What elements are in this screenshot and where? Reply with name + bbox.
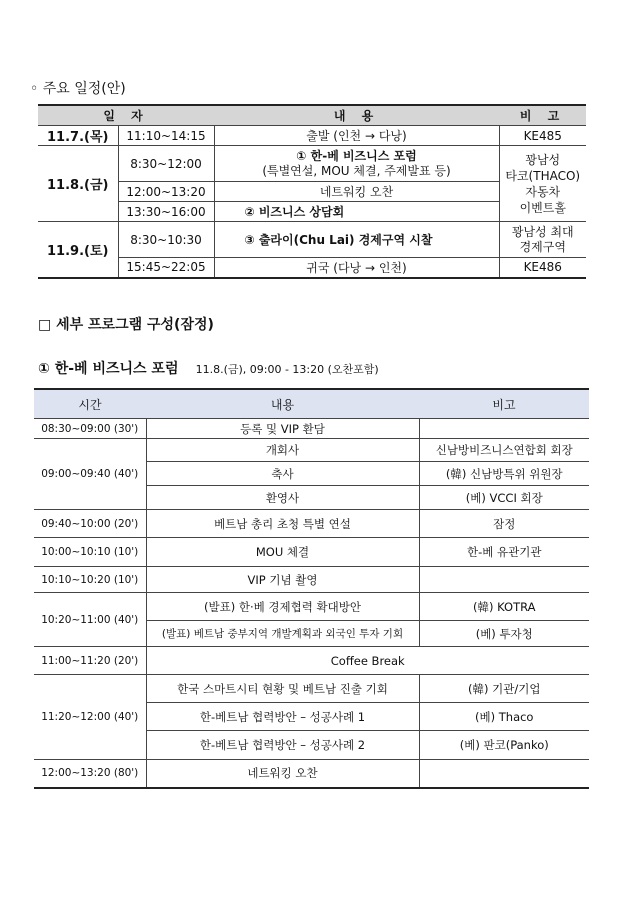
content-cell: ② 비즈니스 상담회 (214, 202, 499, 222)
header-note: 비고 (419, 389, 589, 419)
section-title: 주요 일정(안) (42, 81, 126, 97)
time-cell: 11:00~11:20 (20') (34, 647, 146, 675)
table-row (34, 675, 589, 703)
time-cell: 12:00~13:20 (80') (34, 760, 146, 788)
content-cell: (발표) 한·베 경제협력 확대방안 (146, 593, 419, 621)
schedule-table (38, 104, 586, 279)
table-row (34, 510, 589, 538)
content-cell: 한국 스마트시티 현황 및 베트남 진출 기회 (146, 675, 419, 703)
note-line: 타코(THACO) (505, 168, 581, 183)
content-cell: 네트워킹 오찬 (214, 182, 499, 202)
forum-title: ① 한-베 비즈니스 포럼 (38, 361, 179, 377)
table-row (38, 126, 586, 146)
time-cell: 09:00~09:40 (40') (34, 439, 146, 510)
time-cell: 08:30~09:00 (30') (34, 419, 146, 439)
note-cell: KE485 (499, 126, 586, 146)
table-row (38, 222, 586, 258)
note-cell: (韓) KOTRA (419, 593, 589, 621)
time-cell: 8:30~10:30 (118, 222, 214, 258)
time-cell: 13:30~16:00 (118, 202, 214, 222)
time-cell: 10:00~10:10 (10') (34, 538, 146, 567)
time-cell: 10:10~10:20 (10') (34, 567, 146, 593)
table-row (34, 567, 589, 593)
time-cell: 15:45~22:05 (118, 258, 214, 278)
section-heading-program: □ 세부 프로그램 구성(잠정) (38, 317, 214, 333)
table-row (34, 647, 589, 675)
note-cell: (베) 투자청 (419, 621, 589, 647)
table-row (34, 439, 589, 462)
note-cell (499, 222, 586, 258)
note-cell: (韓) 기관/기업 (419, 675, 589, 703)
content-cell: ③ 출라이(Chu Lai) 경제구역 시찰 (214, 222, 499, 258)
forum-heading (38, 358, 379, 378)
content-cell: 귀국 (다낭 → 인천) (214, 258, 499, 278)
note-cell: 신남방비즈니스연합회 회장 (419, 439, 589, 462)
content-cell: VIP 기념 촬영 (146, 567, 419, 593)
content-cell: 출발 (인천 → 다낭) (214, 126, 499, 146)
section-heading-schedule (30, 78, 126, 98)
content-cell: 네트워킹 오찬 (146, 760, 419, 788)
content-detail: (특별연설, MOU 체결, 주제발표 등) (262, 163, 451, 178)
table-row (34, 538, 589, 567)
header-content: 내 용 (214, 105, 499, 126)
note-cell: (베) Thaco (419, 703, 589, 731)
content-cell: 한-베트남 협력방안 – 성공사례 2 (146, 731, 419, 760)
content-cell: (발표) 베트남 중부지역 개발계획과 외국인 투자 기회 (146, 621, 419, 647)
content-cell: 축사 (146, 462, 419, 486)
note-cell: (베) 판코(Panko) (419, 731, 589, 760)
note-line: 자동차 (525, 184, 561, 199)
content-cell (214, 146, 499, 182)
content-cell: 베트남 총리 초청 특별 연설 (146, 510, 419, 538)
header-note: 비 고 (499, 105, 586, 126)
table-row (38, 146, 586, 182)
content-cell: 개회사 (146, 439, 419, 462)
content-cell: Coffee Break (146, 647, 589, 675)
time-cell: 10:20~11:00 (40') (34, 593, 146, 647)
content-cell: 한-베트남 협력방안 – 성공사례 1 (146, 703, 419, 731)
header-content: 내용 (146, 389, 419, 419)
time-cell: 09:40~10:00 (20') (34, 510, 146, 538)
note-line: 경제구역 (519, 239, 566, 254)
note-cell (419, 419, 589, 439)
time-cell: 11:10~14:15 (118, 126, 214, 146)
note-cell: 잠정 (419, 510, 589, 538)
date-cell: 11.8.(금) (38, 146, 118, 222)
time-cell: 11:20~12:00 (40') (34, 675, 146, 760)
date-cell: 11.7.(목) (38, 126, 118, 146)
note-line: 이벤트홀 (519, 200, 566, 215)
note-cell: 한-베 유관기관 (419, 538, 589, 567)
content-title: ① 한-베 비즈니스 포럼 (296, 148, 417, 163)
date-cell: 11.9.(토) (38, 222, 118, 278)
table-header-row (34, 389, 589, 419)
header-time: 시간 (34, 389, 146, 419)
time-cell: 8:30~12:00 (118, 146, 214, 182)
note-cell: KE486 (499, 258, 586, 278)
header-date: 일 자 (38, 105, 214, 126)
forum-datetime: 11.8.(금), 09:00 - 13:20 (오찬포함) (195, 363, 379, 376)
note-cell (419, 567, 589, 593)
time-cell: 12:00~13:20 (118, 182, 214, 202)
table-row (34, 419, 589, 439)
note-line: 꽝남성 최대 (511, 224, 574, 239)
table-header-row (38, 105, 586, 126)
table-row (34, 760, 589, 788)
content-cell: 환영사 (146, 486, 419, 510)
table-row (38, 258, 586, 278)
note-line: 꽝남성 (525, 152, 561, 167)
content-cell: 등록 및 VIP 환담 (146, 419, 419, 439)
table-row (34, 593, 589, 621)
bullet: ◦ (30, 81, 39, 97)
note-cell: (베) VCCI 회장 (419, 486, 589, 510)
note-cell: (韓) 신남방특위 위원장 (419, 462, 589, 486)
program-table (34, 388, 589, 789)
note-cell (499, 146, 586, 222)
content-cell: MOU 체결 (146, 538, 419, 567)
note-cell (419, 760, 589, 788)
